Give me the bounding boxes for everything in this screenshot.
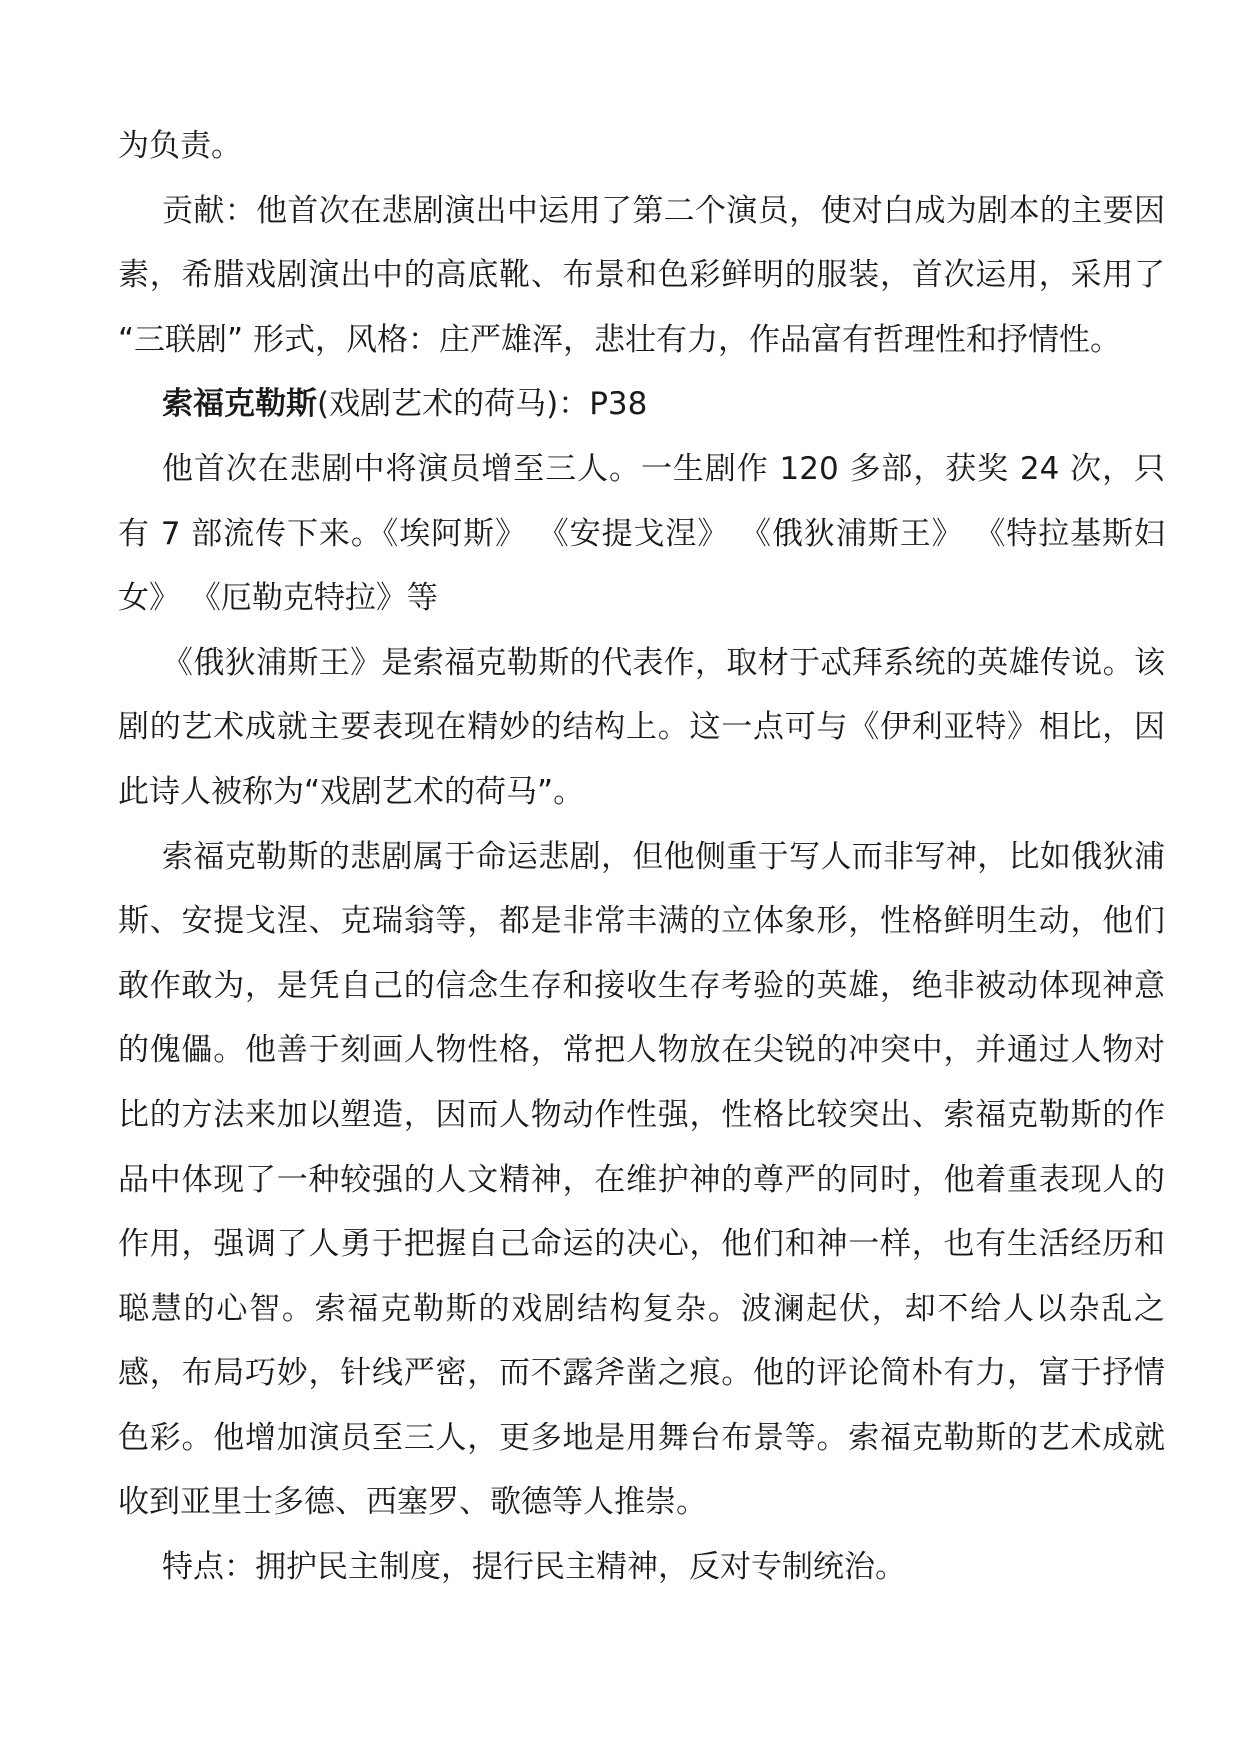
paragraph-oedipus: 《俄狄浦斯王》是索福克勒斯的代表作，取材于忒拜系统的英雄传说。该剧的艺术成就主要表现在精妙的结构上。这一点可与《伊利亚特》相比，因此诗人被称为“戏剧艺术的荷马”。 [118,644,1165,810]
heading-name: 索福克勒斯 [162,386,317,423]
paragraph-continuation: 为负责。 [118,128,242,164]
heading-subtitle: (戏剧艺术的荷马)：P38 [317,386,648,423]
section-heading-sophocles [118,372,1165,437]
paragraph-analysis: 索福克勒斯的悲剧属于命运悲剧，但他侧重于写人而非写神，比如俄狄浦斯、安提戈涅、克瑞翁等，都是非常丰满的立体象形，性格鲜明生动，他们敢作敢为，是凭自己的信念生存和接收生存考验的英雄，绝非被动体现神意的傀儡。他善于刻画人物性格，常把人物放在尖锐的冲突中，并通过人物对比的方法来加以塑造，因而人物动作性强，性格比较突出、索福克勒斯的作品中体现了一种较强的人文精神，在维护神的尊严的同时，他着重表现人的作用，强调了人勇于把握自己命运的决心，他们和神一样，也有生活经历和聪慧的心智。索福克勒斯的戏剧结构复杂。波澜起伏，却不给人以杂乱之感，布局巧妙，针线严密，而不露斧凿之痕。他的评论简朴有力，富于抒情色彩。他增加演员至三人，更多地是用舞台布景等。索福克勒斯的艺术成就收到亚里士多德、西塞罗、歌德等人推崇。 [118,838,1165,1521]
paragraph-contribution: 贡献：他首次在悲剧演出中运用了第二个演员，使对白成为剧本的主要因素，希腊戏剧演出中的高底靴、布景和色彩鲜明的服装，首次运用，采用了 “三联剧” 形式，风格：庄严雄浑，悲壮有力，作品富有哲理性和抒情性。 [118,192,1165,358]
paragraph-features: 特点：拥护民主制度，提行民主精神，反对专制统治。 [162,1549,906,1586]
paragraph-works: 他首次在悲剧中将演员增至三人。一生剧作 120 多部，获奖 24 次，只有 7 部流传下来。《埃阿斯》 《安提戈涅》 《俄狄浦斯王》 《特拉基斯妇女》 《厄勒克特拉》等 [118,450,1165,617]
